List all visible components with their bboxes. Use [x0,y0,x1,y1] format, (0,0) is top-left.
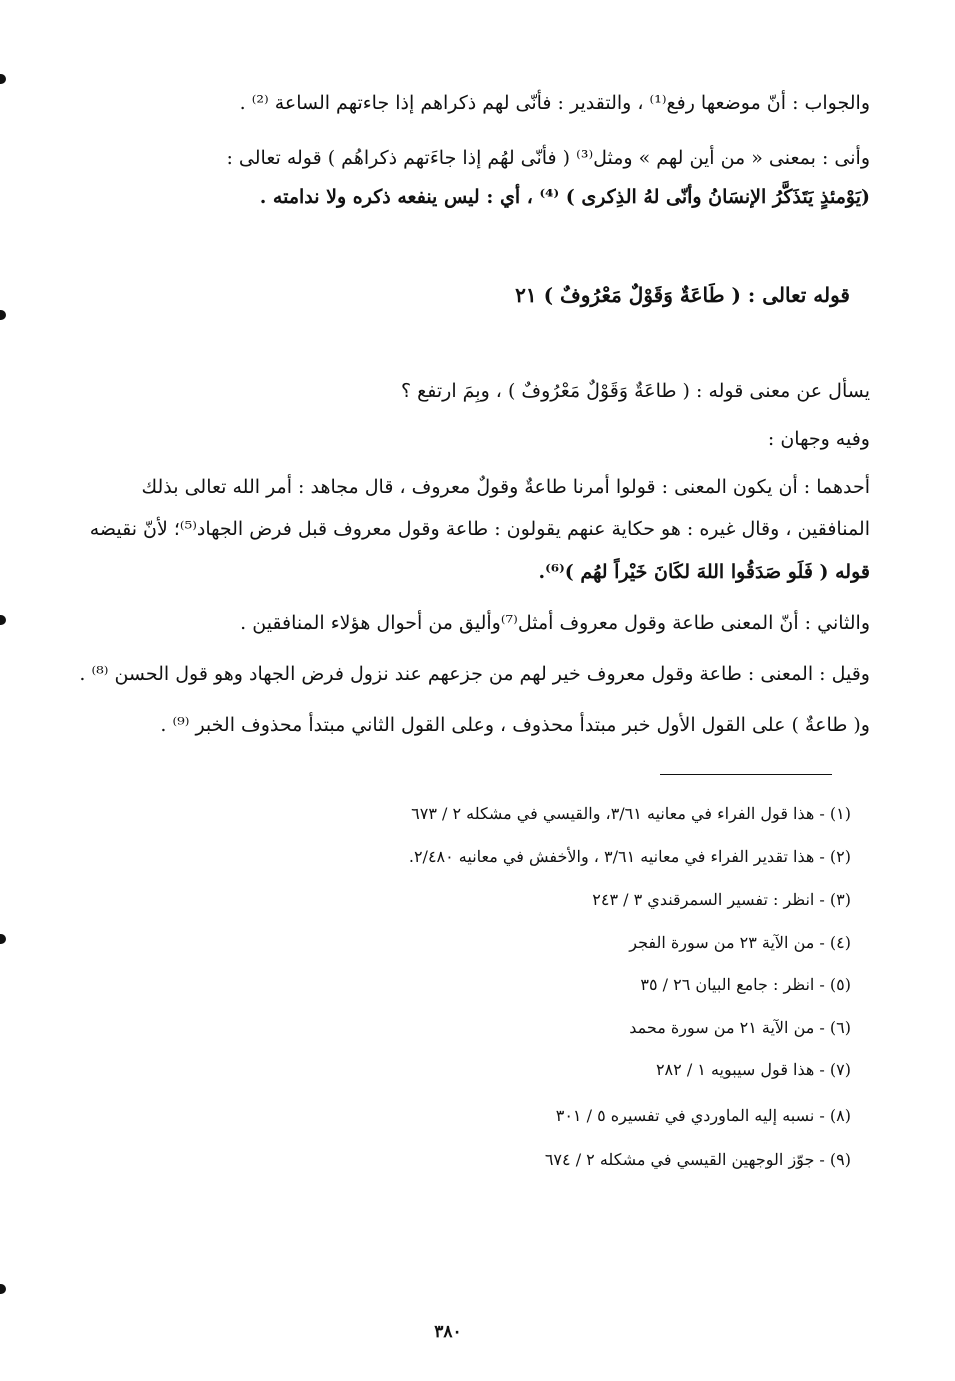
footnote-8: (٨) - نسبه إليه الماوردي في تفسيره ٥ / ٣٠١ [555,1106,851,1125]
verse-heading: قوله تعالى : ( طَاعَةٌ وَقَوْلٌ مَعْرُوفٌ ) ٢١ [515,283,850,307]
binding-hole-mark [0,310,6,320]
text-line-first-aspect: أحدهما : أن يكون المعنى : قولوا أمرنا طاعةٌ وقولٌ معروف ، قال مجاهد : أمر الله تعالى بذلك [141,476,870,498]
text-line-two-aspects: وفيه وجهان : [767,428,870,450]
binding-hole-mark [0,934,6,944]
text-line-alhasan: وقيل : المعنى : طاعة وقول معروف خير لهم من جزعهم عند نزول فرض الجهاد وهو قول الحسن ⁽⁸⁾ . [79,663,870,685]
footnote-5: (٥) - انظر : جامع البيان ٢٦ / ٣٥ [640,975,851,994]
binding-hole-mark [0,615,6,625]
footnote-4: (٤) - من الآية ٢٣ من سورة الفجر [629,933,851,952]
footnote-9: (٩) - جوّز الوجهين القيسي في مشكله ٢ / ٦٧٤ [544,1150,851,1169]
page-number: ٣٨٠ [434,1322,462,1342]
footnote-separator [660,774,832,775]
footnote-3: (٣) - انظر : تفسير السمرقندي ٣ / ٢٤٣ [592,890,851,909]
binding-hole-mark [0,74,6,84]
footnote-2: (٢) - هذا تقدير الفراء في معانيه ٣/٦١ ، والأخفش في معانيه ٢/٤٨٠. [408,847,851,866]
text-line-grammar: و( طاعةٌ ) على القول الأول خبر مبتدأ محذوف ، وعلى القول الثاني مبتدأ محذوف الخبر ⁽⁹⁾ . [160,714,870,736]
text-line-second-aspect: والثاني : أنّ المعنى طاعة وقول معروف أمثل⁽⁷⁾وأليق من أحوال هؤلاء المنافقين . [240,612,870,634]
text-line-quran-quote: (يَوْمئذٍ يَتَذَكَّرُ الإنسَانُ وأنّى لهُ الذِكرى ) ⁽⁴⁾ ، أي : ليس ينفعه ذكره ولا ندامته . [259,186,870,208]
footnote-7: (٧) - هذا قول سيبويه ١ / ٢٨٢ [655,1060,851,1079]
text-line-quran-sadaqu: قوله ( فَلَو صَدَقُوا اللهَ لكَانَ خَيْراً لهُم )⁽⁶⁾. [538,561,870,583]
text-line-question: يسأل عن معنى قوله : ( طاعَةٌ وَقَوْلٌ مَعْرُوفٌ ) ، وبِمَ ارتفع ؟ [401,380,870,402]
text-line-anna-meaning: وأنى : بمعنى « من أين لهم » ومثل⁽³⁾ ( فأنّى لهُم إذا جاءَتهم ذكراهُم ) قوله تعالى : [226,147,870,169]
footnote-1: (١) - هذا قول الفراء في معانيه ٣/٦١، والقيسي في مشكله ٢ / ٦٧٣ [411,804,851,823]
text-line-answer: والجواب : أنّ موضعها رفع⁽¹⁾ ، والتقدير : فأنّى لهم ذكراهم إذا جاءتهم الساعة ⁽²⁾ . [239,92,870,114]
footnote-6: (٦) - من الآية ٢١ من سورة محمد [629,1018,851,1037]
text-line-hypocrites: المنافقين ، وقال غيره : هو حكاية عنهم يقولون : طاعة وقول معروف قبل فرض الجهاد⁽⁵⁾؛ لأنّ نقيضه [89,518,870,540]
binding-hole-mark [0,1284,6,1294]
